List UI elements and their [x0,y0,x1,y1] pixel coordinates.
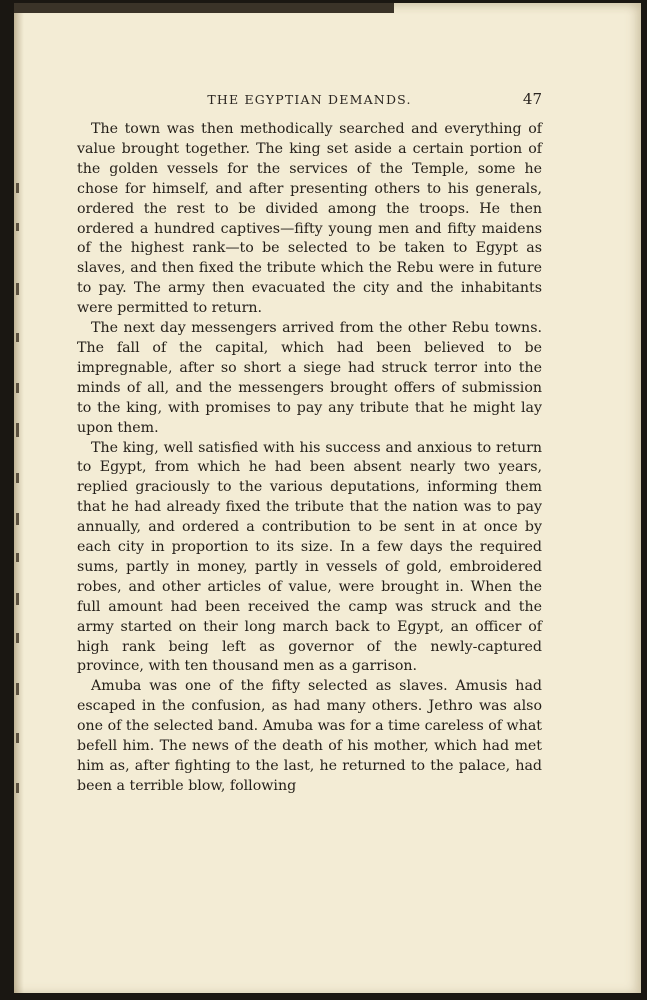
paragraph: The king, well satisfied with his success and anxious to return to Egypt, from which he had been absent nearly two years, replied graciously to the various deputations, informing them that he had already fixed the tribute that the nation was to pay annually, and ordered a contribution to be sent in at once by each city in proportion to its size. In a few days the required sums, partly in money, partly in vessels of gold, embroidered robes, and other articles of value, were brought in. When the full amount had been received the camp was struck and the army started on their long march back to Egypt, an officer of high rank being left as governor of the newly-captured province, with ten thousand men as a garrison. [77,439,542,675]
body-text [77,120,542,797]
facing-page-edge-marks [16,183,24,823]
top-edge-strip [14,3,394,13]
paragraph: The town was then methodically searched and everything of value brought together. The king set aside a certain portion of the golden vessels for the services of the Temple, some he chose for himself, and after presenting others to his generals, ordered the rest to be divided among the troops. He then ordered a hundred captives—fifty young men and fifty maidens of the highest rank—to be selected to be taken to Egypt as slaves, and then fixed the tribute which the Rebu were in future to pay. The army then evacuated the city and the inhabitants were permitted to return. [77,121,542,317]
paragraph: The next day messengers arrived from the other Rebu towns. The fall of the capital, which had been believed to be impregnable, after so short a siege had struck terror into the minds of all, and the messengers brought offers of submission to the king, with promises to pay any tribute that he might lay upon them. [77,320,542,436]
page-header [77,90,542,110]
paragraph: Amuba was one of the fifty selected as slaves. Amusis had escaped in the confusion, as had many others. Jethro was also one of the selected band. Amuba was for a time careless of what befell him. The news of the death of his mother, which had met him as, after fighting to the last, he returned to the palace, had been a terrible blow, following [77,678,542,794]
page-number: 47 [522,90,542,108]
running-title: THE EGYPTIAN DEMANDS. [207,92,412,107]
